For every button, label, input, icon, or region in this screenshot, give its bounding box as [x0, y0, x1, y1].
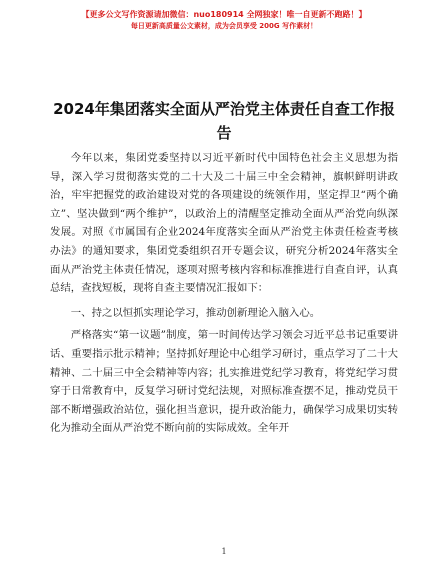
- section-heading-1: 一、持之以恒抓实理论学习，推动创新理论入脑入心。: [70, 306, 321, 319]
- paragraph-intro: 今年以来，集团党委坚持以习近平新时代中国特色社会主义思想为指导，深入学习贯彻落实党的二十大及二十届三中全会精神，旗帜鲜明讲政治，牢牢把握党的政治建设对党的各项建设的统领作用，坚定捍卫“两个确立”、坚决做到“两个维护”，以政治上的清醒坚定推动全面从严治党向纵深发展。对照《市属国有企业2024年度落实全面从严治党主体责任检查考核办法》的通知要求，集团党委组织召开专题会议，研究分析2024年落实全面从严治党主体责任情况，逐项对照考核内容和标准推进行自查自评，认真总结，查找短板，现将自查主要情况汇报如下：: [50, 152, 398, 295]
- paragraph-section-1: 严格落实“第一议题”制度，第一时间传达学习领会习近平总书记重要讲话、重要指示批示精神；坚持抓好理论中心组学习研讨，重点学习了二十大精神、二十届三中全会精神等内容；扎实推进党纪学习教育，将党纪学习贯穿于日常教育中，反复学习研讨党纪法规，对照标准查摆不足，推动党员干部不断增强政治站位，强化担当意识，提升政治能力，确保学习成果切实转化为推动全面从严治党不断向前的实际成效。全年开: [50, 329, 398, 435]
- promo-banner-line-2: 每日更新高质量公文素材，成为会员享受 200G 写作素材！: [130, 22, 318, 30]
- promo-banner-line-1: 【更多公文写作资源请加微信：nuo180914 全网独家！唯一自更新不跑路！】: [81, 10, 367, 19]
- document-title: 2024年集团落实全面从严治党主体责任自查工作报告: [53, 100, 395, 142]
- promo-banner: [0, 9, 448, 32]
- document-body: [50, 149, 398, 438]
- page-number: 1: [221, 547, 227, 556]
